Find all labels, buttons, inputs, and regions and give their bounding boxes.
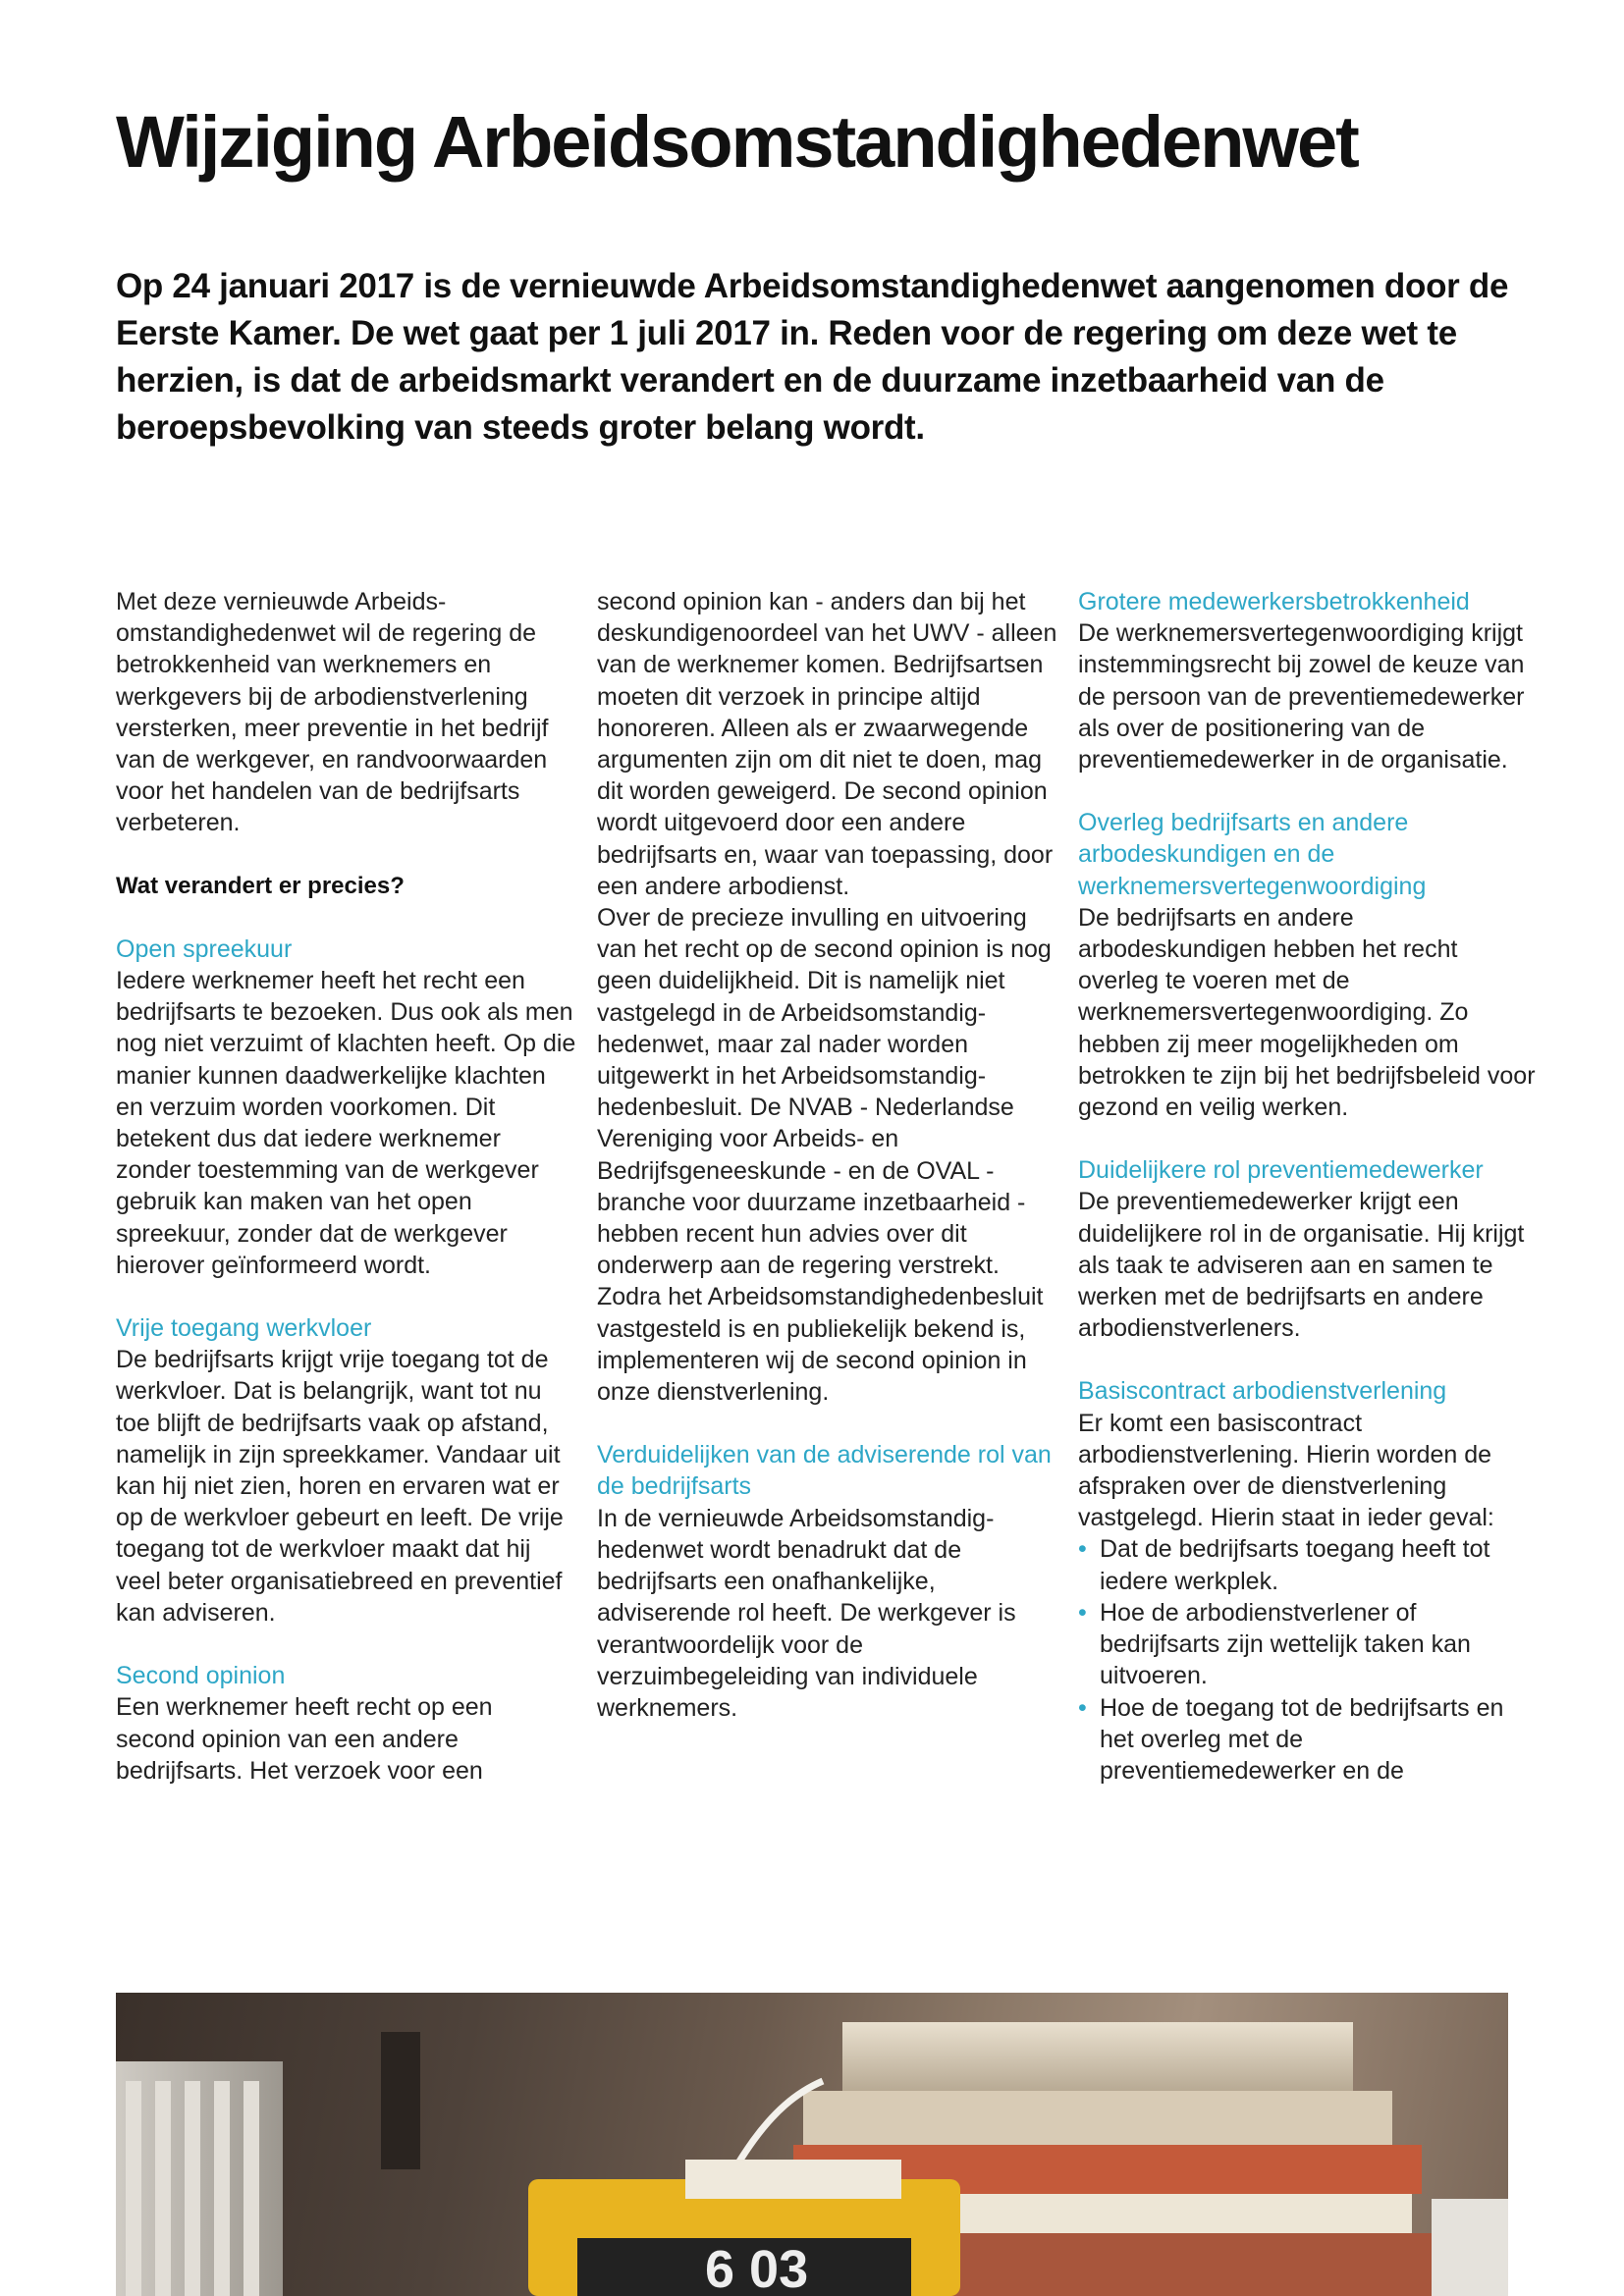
body-paragraph: Er komt een basiscontract arbodienstverlening. Hierin worden de afspraken over de dienstverlening vastgelegd. Hierin staat in ieder geval: bbox=[1078, 1409, 1494, 1532]
heading-second-opinion: Second opinion bbox=[116, 1662, 286, 1690]
body-paragraph: second opinion kan - anders dan bij het deskundigenoordeel van het UWV - alleen van de werknemer komen. Bedrijfsartsen moeten dit verzoek in principe altijd honoreren. Alleen als er zwaarwegende argumenten zijn om dit niet te doen, mag dit worden geweigerd. De second opinion wordt uitgevoerd door een andere bedrijfsarts en, waar van toepassing, door een andere arbodienst. bbox=[597, 588, 1057, 900]
phone-shape bbox=[1432, 2199, 1508, 2296]
bullet-icon: • bbox=[1078, 1693, 1087, 1722]
heading-duidelijkere-rol: Duidelijkere rol preventiemedewerker bbox=[1078, 1156, 1484, 1185]
heading-adviserende-rol: Verduidelijken van de adviserende rol van de bedrijfsarts bbox=[597, 1441, 1052, 1501]
list-item-text: Hoe de arbodienstverlener of bedrijfsarts zijn wettelijk taken kan uitvoeren. bbox=[1100, 1598, 1471, 1690]
body-paragraph: Iedere werknemer heeft het recht een bedrijfsarts te bezoeken. Dus ook als men nog niet verzuimt of klachten heeft. Op die manier kunnen daadwerkelijke klachten en verzuim worden voorkomen. Dit betekent dus dat iedere werknemer zonder toestemming van de werkgever gebruik kan maken van het open spreekuur, zonder dat de werkgever hierover geïnformeerd wordt. bbox=[116, 967, 576, 1279]
page-title: Wijziging Arbeidsomstandighedenwet bbox=[116, 101, 1358, 183]
heading-overleg: Overleg bedrijfsarts en andere arbodeskundigen en de werknemersvertegenwoordiging bbox=[1078, 809, 1427, 900]
lamp-shape bbox=[381, 2032, 420, 2169]
radiator-shape bbox=[116, 2061, 283, 2296]
body-paragraph: In de vernieuwde Arbeidsomstandighedenwet wordt benadrukt dat de bedrijfsarts een onafhankelijke, adviserende rol heeft. De werkgever is verantwoordelijk voor de verzuimbegeleiding van individuele werknemers. bbox=[597, 1504, 1016, 1722]
list-item-text: Dat de bedrijfsarts toegang heeft tot iedere werkplek. bbox=[1100, 1535, 1490, 1595]
flip-clock bbox=[528, 2160, 960, 2296]
intro-paragraph: Op 24 januari 2017 is de vernieuwde Arbeidsomstandighedenwet aangenomen door de Eerste Kamer. De wet gaat per 1 juli 2017 in. Reden voor de regering om deze wet te herzien, is dat de arbeidsmarkt verandert en de duurzame inzetbaarheid van de beroepsbevolking van steeds groter belang wordt. bbox=[116, 267, 1509, 447]
heading-vrije-toegang: Vrije toegang werkvloer bbox=[116, 1314, 372, 1343]
column-1 bbox=[116, 586, 577, 1787]
column-3 bbox=[1078, 586, 1540, 1787]
heading-grotere-betrokkenheid: Grotere medewerkersbetrokkenheid bbox=[1078, 588, 1470, 615]
body-paragraph: De bedrijfsarts en andere arbodeskundigen hebben het recht overleg te voeren met de werknemersvertegenwoordiging. Zo hebben zij meer mogelijkheden om betrokken te zijn bij het bedrijfsbeleid voor gezond en veilig werken. bbox=[1078, 903, 1536, 1122]
list-item bbox=[1078, 1597, 1540, 1692]
bullet-icon: • bbox=[1078, 1598, 1087, 1627]
list-item bbox=[1078, 1533, 1540, 1596]
photo-illustration bbox=[116, 1993, 1508, 2296]
heading-open-spreekuur: Open spreekuur bbox=[116, 934, 293, 963]
list-item-text: Hoe de toegang tot de bedrijfsarts en het overleg met de preventiemedewerker en de bbox=[1100, 1693, 1504, 1785]
body-paragraph: De werknemersvertegenwoordiging krijgt instemmingsrecht bij zowel de keuze van de persoon van de preventiemedewerker als over de positionering van de preventiemedewerker in de organisatie. bbox=[1078, 619, 1525, 774]
bullet-list bbox=[1078, 1533, 1540, 1787]
body-paragraph: Over de precieze invulling en uitvoering van het recht op de second opinion is nog geen duidelijkheid. Dit is namelijk niet vastgelegd in de Arbeidsomstandighedenwet, maar zal nader worden uitgewerkt in het Arbeidsomstandighedenbesluit. De NVAB - Nederlandse Vereniging voor Arbeids- en Bedrijfsgeneeskunde - en de OVAL - branche voor duurzame inzetbaarheid - hebben recent hun advies over dit onderwerp aan de regering verstrekt. Zodra het Arbeidsomstandighedenbesluit vastgesteld is en publiekelijk bekend is, implementeren wij de second opinion in onze dienstverlening. bbox=[597, 904, 1052, 1407]
body-paragraph: De bedrijfsarts krijgt vrije toegang tot de werkvloer. Dat is belangrijk, want tot nu toe blijft de bedrijfsarts vaak op afstand, namelijk in zijn spreekkamer. Vandaar uit kan hij niet zien, horen en ervaren wat er op de werkvloer gebeurt en leeft. De vrije toegang tot de werkvloer maakt dat hij veel beter organisatiebreed en preventief kan adviseren. bbox=[116, 1346, 564, 1627]
bullet-icon: • bbox=[1078, 1535, 1087, 1564]
body-paragraph: De preventiemedewerker krijgt een duidelijkere rol in de organisatie. Hij krijgt als taak te adviseren aan en samen te werken met de bedrijfsarts en andere arbodienstverleners. bbox=[1078, 1188, 1525, 1343]
body-paragraph: Met deze vernieuwde Arbeidsomstandighedenwet wil de regering de betrokkenheid van werknemers en werkgevers bij de arbodienstverlening versterken, meer preventie in het bedrijf van de werkgever, en randvoorwaarden voor het handelen van de bedrijfsarts verbeteren. bbox=[116, 588, 549, 837]
section-question: Wat verandert er precies? bbox=[116, 872, 405, 899]
body-paragraph: Een werknemer heeft recht op een second opinion van een andere bedrijfsarts. Het verzoek voor een bbox=[116, 1693, 493, 1785]
office-photo bbox=[116, 1993, 1508, 2296]
heading-basiscontract: Basiscontract arbodienstverlening bbox=[1078, 1377, 1447, 1406]
clock-digits: 6 03 bbox=[705, 2240, 809, 2296]
list-item bbox=[1078, 1692, 1540, 1788]
column-2 bbox=[597, 586, 1058, 1724]
